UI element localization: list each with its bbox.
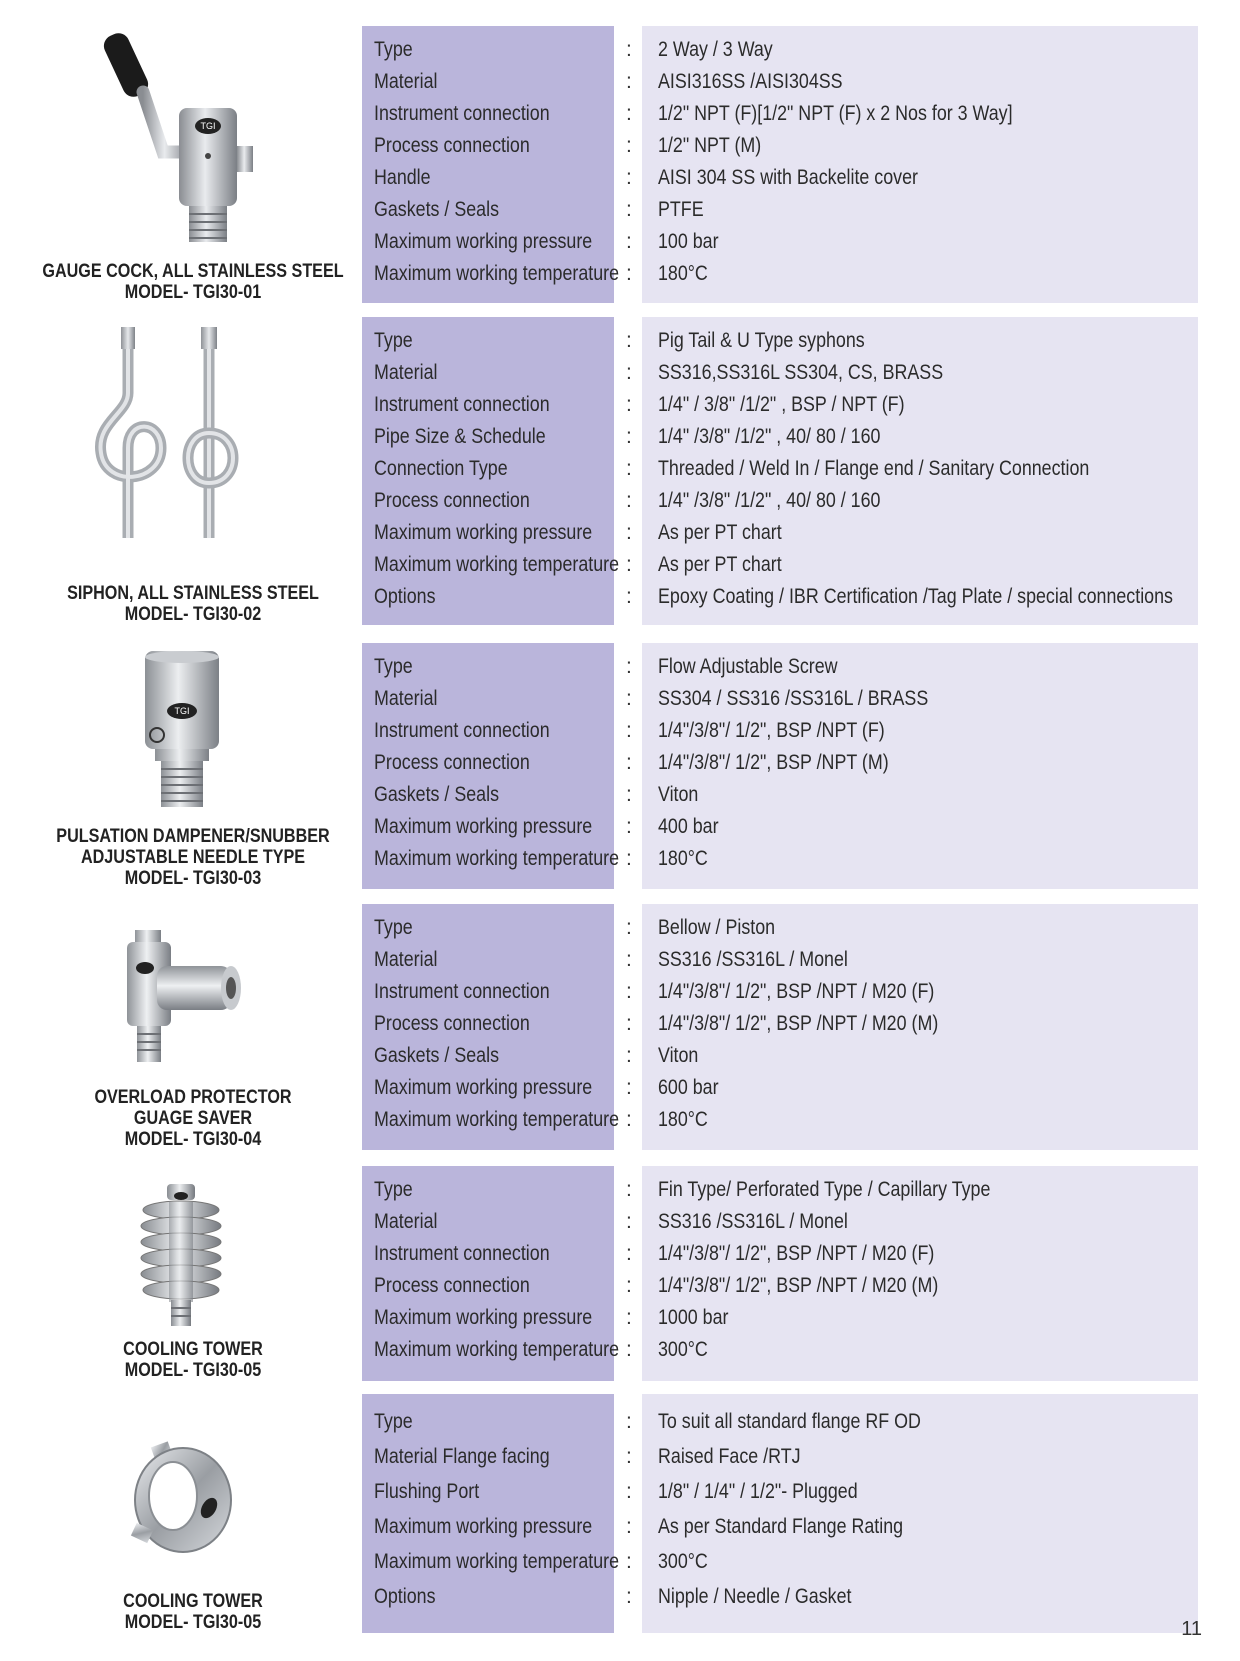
spec-label: Connection Type xyxy=(374,457,508,480)
product-left-column xyxy=(0,26,362,303)
spec-colon: : xyxy=(626,198,632,221)
spec-colon: : xyxy=(626,815,632,838)
spec-colon: : xyxy=(626,1585,632,1608)
product-left-column xyxy=(0,904,362,1150)
cooling-tower-image xyxy=(0,1184,362,1328)
spec-label: Instrument connection xyxy=(374,719,550,742)
spec-value: 1/4"/3/8"/ 1/2", BSP /NPT (F) xyxy=(658,719,885,742)
product-title: PULSATION DAMPENER/SNUBBER ADJUSTABLE NEEDLE TYPE MODEL- TGI30-03 xyxy=(56,826,330,889)
spec-label: Pipe Size & Schedule xyxy=(374,425,546,448)
page-number: 11 xyxy=(1181,1618,1202,1640)
spec-label: Maximum working temperature xyxy=(374,1550,620,1573)
spec-colon: : xyxy=(626,102,632,125)
spec-label: Maximum working pressure xyxy=(374,1515,593,1538)
spec-label: Instrument connection xyxy=(374,102,550,125)
spec-value: Flow Adjustable Screw xyxy=(658,655,838,678)
spec-value: SS316 /SS316L / Monel xyxy=(658,1210,848,1233)
spec-label: Handle xyxy=(374,166,431,189)
spec-value: 1/4"/3/8"/ 1/2", BSP /NPT / M20 (F) xyxy=(658,980,935,1003)
product-title: SIPHON, ALL STAINLESS STEEL MODEL- TGI30-02 xyxy=(67,583,319,625)
spec-label: Instrument connection xyxy=(374,980,550,1003)
product-title: GAUGE COCK, ALL STAINLESS STEEL MODEL- TGI30-01 xyxy=(42,261,344,303)
spec-colon: : xyxy=(626,783,632,806)
spec-label: Material xyxy=(374,687,438,710)
spec-label: Type xyxy=(374,38,413,61)
svg-text:TGI: TGI xyxy=(174,706,190,716)
spec-colon: : xyxy=(626,1012,632,1035)
spec-colon: : xyxy=(626,751,632,774)
spec-colon: : xyxy=(626,1515,632,1538)
spec-colon: : xyxy=(626,1480,632,1503)
product-flushing-ring xyxy=(0,1394,1240,1633)
spec-colon: : xyxy=(626,134,632,157)
spec-label: Process connection xyxy=(374,1012,530,1035)
spec-label: Maximum working temperature xyxy=(374,1338,620,1361)
spec-colon: : xyxy=(626,70,632,93)
product-gauge-cock xyxy=(0,26,1240,303)
spec-colon: : xyxy=(626,1306,632,1329)
spec-colon: : xyxy=(626,1210,632,1233)
spec-value: 1/4" /3/8" /1/2" , 40/ 80 / 160 xyxy=(658,489,881,512)
spec-colon: : xyxy=(626,230,632,253)
spec-colon: : xyxy=(626,489,632,512)
spec-value: Viton xyxy=(658,783,699,806)
spec-label: Maximum working temperature xyxy=(374,847,620,870)
spec-value: Pig Tail & U Type syphons xyxy=(658,329,865,352)
spec-colon: : xyxy=(626,166,632,189)
flushing-ring-image xyxy=(0,1434,362,1564)
spec-label: Instrument connection xyxy=(374,1242,550,1265)
snubber-image xyxy=(0,651,362,811)
spec-label: Material xyxy=(374,361,438,384)
spec-value: Fin Type/ Perforated Type / Capillary Type xyxy=(658,1178,991,1201)
spec-label: Type xyxy=(374,1178,413,1201)
spec-value: As per PT chart xyxy=(658,553,782,576)
siphon-image xyxy=(0,323,362,553)
spec-colon: : xyxy=(626,719,632,742)
spec-label: Instrument connection xyxy=(374,393,550,416)
spec-label: Maximum working pressure xyxy=(374,1076,593,1099)
spec-label: Flushing Port xyxy=(374,1480,480,1503)
spec-value: 1/2" NPT (F)[1/2" NPT (F) x 2 Nos for 3 Way] xyxy=(658,102,1013,125)
spec-colon: : xyxy=(626,425,632,448)
spec-value: PTFE xyxy=(658,198,704,221)
spec-value: 1/4" /3/8" /1/2" , 40/ 80 / 160 xyxy=(658,425,881,448)
spec-value: 1/8" / 1/4" / 1/2"- Plugged xyxy=(658,1480,858,1503)
spec-label: Maximum working temperature xyxy=(374,262,620,285)
spec-label: Gaskets / Seals xyxy=(374,1044,500,1067)
spec-value: 1/4"/3/8"/ 1/2", BSP /NPT / M20 (M) xyxy=(658,1274,939,1297)
spec-colon: : xyxy=(626,361,632,384)
spec-label: Process connection xyxy=(374,134,530,157)
spec-label: Type xyxy=(374,1410,413,1433)
spec-value: 400 bar xyxy=(658,815,719,838)
spec-colon: : xyxy=(626,329,632,352)
gauge-cock-image xyxy=(0,32,362,242)
spec-value: To suit all standard flange RF OD xyxy=(658,1410,921,1433)
spec-value: Epoxy Coating / IBR Certification /Tag Plate / special connections xyxy=(658,585,1173,608)
spec-value: 1000 bar xyxy=(658,1306,729,1329)
spec-label: Maximum working pressure xyxy=(374,230,593,253)
spec-colon: : xyxy=(626,1242,632,1265)
spec-value: 300°C xyxy=(658,1550,708,1573)
spec-value: 300°C xyxy=(658,1338,708,1361)
spec-colon: : xyxy=(626,262,632,285)
spec-label: Maximum working pressure xyxy=(374,521,593,544)
spec-value: 1/4"/3/8"/ 1/2", BSP /NPT / M20 (F) xyxy=(658,1242,935,1265)
spec-value: AISI316SS /AISI304SS xyxy=(658,70,843,93)
spec-value: 180°C xyxy=(658,847,708,870)
spec-colon: : xyxy=(626,1108,632,1131)
spec-label: Process connection xyxy=(374,751,530,774)
spec-colon: : xyxy=(626,1274,632,1297)
spec-value: AISI 304 SS with Backelite cover xyxy=(658,166,918,189)
spec-colon: : xyxy=(626,457,632,480)
spec-colon: : xyxy=(626,521,632,544)
spec-colon: : xyxy=(626,1550,632,1573)
spec-value: SS316 /SS316L / Monel xyxy=(658,948,848,971)
product-title: COOLING TOWER MODEL- TGI30-05 xyxy=(123,1591,263,1633)
spec-colon: : xyxy=(626,393,632,416)
spec-label: Process connection xyxy=(374,1274,530,1297)
spec-label: Maximum working pressure xyxy=(374,1306,593,1329)
spec-value: As per Standard Flange Rating xyxy=(658,1515,904,1538)
spec-label: Type xyxy=(374,916,413,939)
spec-value: 180°C xyxy=(658,262,708,285)
spec-colon: : xyxy=(626,655,632,678)
spec-label: Material Flange facing xyxy=(374,1445,550,1468)
svg-text:TGI: TGI xyxy=(200,121,216,131)
spec-value: Viton xyxy=(658,1044,699,1067)
spec-colon: : xyxy=(626,1410,632,1433)
spec-value: SS304 / SS316 /SS316L / BRASS xyxy=(658,687,929,710)
spec-value: 2 Way / 3 Way xyxy=(658,38,773,61)
spec-label: Material xyxy=(374,948,438,971)
spec-colon: : xyxy=(626,553,632,576)
spec-label: Material xyxy=(374,70,438,93)
spec-value: As per PT chart xyxy=(658,521,782,544)
product-siphon xyxy=(0,317,1240,625)
spec-colon: : xyxy=(626,1076,632,1099)
spec-value: SS316,SS316L SS304, CS, BRASS xyxy=(658,361,944,384)
spec-label: Maximum working temperature xyxy=(374,1108,620,1131)
spec-label: Gaskets / Seals xyxy=(374,198,500,221)
spec-colon: : xyxy=(626,847,632,870)
spec-value: 1/4" / 3/8" /1/2" , BSP / NPT (F) xyxy=(658,393,905,416)
spec-label: Gaskets / Seals xyxy=(374,783,500,806)
spec-colon: : xyxy=(626,916,632,939)
product-snubber xyxy=(0,643,1240,889)
spec-value: Threaded / Weld In / Flange end / Sanitary Connection xyxy=(658,457,1090,480)
spec-label: Material xyxy=(374,1210,438,1233)
spec-colon: : xyxy=(626,1445,632,1468)
spec-label: Options xyxy=(374,585,436,608)
spec-colon: : xyxy=(626,1338,632,1361)
spec-value: 1/4"/3/8"/ 1/2", BSP /NPT (M) xyxy=(658,751,889,774)
product-left-column xyxy=(0,317,362,625)
spec-value: Bellow / Piston xyxy=(658,916,776,939)
spec-value: 100 bar xyxy=(658,230,719,253)
spec-value: 600 bar xyxy=(658,1076,719,1099)
spec-colon: : xyxy=(626,1044,632,1067)
spec-label: Maximum working pressure xyxy=(374,815,593,838)
product-title: OVERLOAD PROTECTOR GUAGE SAVER MODEL- TGI30-04 xyxy=(94,1087,292,1150)
spec-colon: : xyxy=(626,687,632,710)
spec-label: Options xyxy=(374,1585,436,1608)
spec-label: Type xyxy=(374,655,413,678)
overload-protector-image xyxy=(0,926,362,1066)
spec-colon: : xyxy=(626,1178,632,1201)
spec-value: Nipple / Needle / Gasket xyxy=(658,1585,852,1608)
spec-value: Raised Face /RTJ xyxy=(658,1445,801,1468)
spec-colon: : xyxy=(626,980,632,1003)
spec-label: Type xyxy=(374,329,413,352)
product-left-column xyxy=(0,1166,362,1381)
spec-colon: : xyxy=(626,585,632,608)
spec-label: Process connection xyxy=(374,489,530,512)
spec-value: 1/4"/3/8"/ 1/2", BSP /NPT / M20 (M) xyxy=(658,1012,939,1035)
spec-label: Maximum working temperature xyxy=(374,553,620,576)
product-left-column xyxy=(0,1394,362,1633)
spec-value: 1/2" NPT (M) xyxy=(658,134,762,157)
spec-colon: : xyxy=(626,948,632,971)
spec-value: 180°C xyxy=(658,1108,708,1131)
product-overload-protector xyxy=(0,904,1240,1150)
product-cooling-tower xyxy=(0,1166,1240,1381)
product-left-column xyxy=(0,643,362,889)
product-title: COOLING TOWER MODEL- TGI30-05 xyxy=(123,1339,263,1381)
spec-colon: : xyxy=(626,38,632,61)
